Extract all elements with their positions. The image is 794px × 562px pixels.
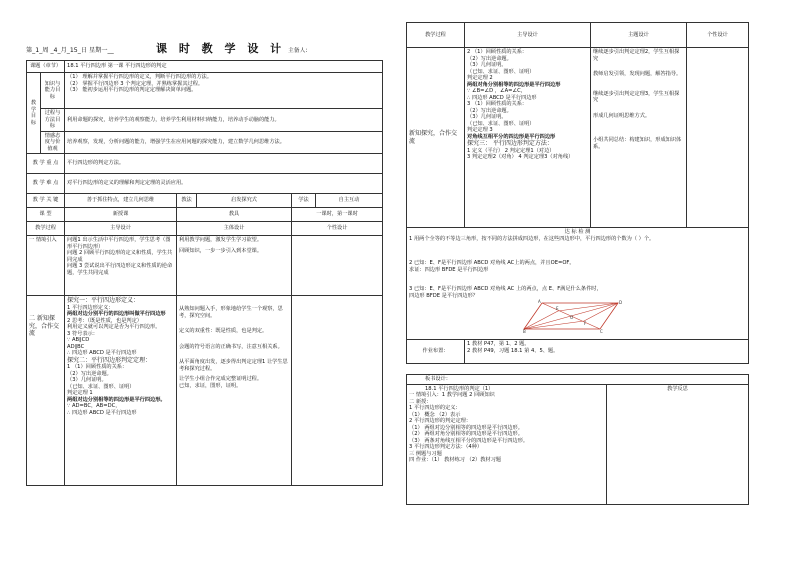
step2-item: ∵ AB∥CD xyxy=(67,337,90,343)
main-item: （2）写出逆命题。 xyxy=(467,107,512,114)
step2-item: 1 平行四边形定义： xyxy=(67,304,114,311)
step1-subject xyxy=(177,236,292,296)
step2-item: 3 符号表示： xyxy=(67,330,98,337)
obj-items-1 xyxy=(65,73,383,109)
main-item: 3 （1）回顾性质的关系： xyxy=(467,101,528,107)
step2-item: 两组对边分别平行的四边形叫做平行四边形 xyxy=(67,311,166,317)
step1-subject-item: 回顾知识，一步一步引入到本堂课。 xyxy=(179,247,263,254)
approach-value: 启发探究式 xyxy=(197,194,292,208)
col-personal: 个性设计 xyxy=(687,23,749,48)
step2-item: （3）几何证明。 xyxy=(67,377,107,383)
right-personal xyxy=(687,48,749,228)
check-q3: 3 已知：E、F是平行四边形 ABCD 对角线 AC 上的两点，点 E、F满足什么条件时， xyxy=(409,286,602,292)
date-meta: 第_1_周 _4_月_15_日 星期一__ xyxy=(26,47,114,54)
right-subject xyxy=(591,48,687,228)
step2-subject-item: 会题的符号语言的正确书写，注意互相关系。 xyxy=(179,343,283,350)
board-reflect: 教学反思 xyxy=(607,384,749,504)
check-title: 达 标 检 测 xyxy=(564,229,591,235)
step2-personal xyxy=(292,296,383,486)
step2-item: ∴ 四边形 ABCD 是平行四边形 xyxy=(67,409,137,416)
step2-item: 1 （1）回顾性质的关系： xyxy=(67,364,128,370)
parallelogram-figure xyxy=(524,299,624,333)
right-page xyxy=(406,22,748,505)
board-head: 18.1 平行四边形的判定（1） xyxy=(425,385,494,392)
hw-item: 2 教材 P49，习题 18.1 第 4、5、题。 xyxy=(467,347,559,354)
step2-item: 判定定理 1 xyxy=(67,390,93,396)
main-item: 两组对角分别相等的四边形是平行四边形 xyxy=(467,81,561,88)
label-a: A xyxy=(538,299,541,304)
subject-item: 形成几何证明思维方式。 xyxy=(593,112,651,119)
step2-subject-item: 从平面角度出发，逐步得出判定定理1 让学生思考和探究过程。 xyxy=(179,359,288,372)
main-item: （3）几何证明。 xyxy=(467,62,507,68)
col-process: 教学过程 xyxy=(27,222,65,236)
step2-main xyxy=(65,296,177,486)
board-title: 板书设计： xyxy=(407,375,749,385)
left-page xyxy=(26,40,382,486)
key-value: 平行四边形的判定方法。 xyxy=(65,154,383,174)
step2-item: （已知、求证、图形、证明） xyxy=(67,383,135,390)
step2-item: AD∥BC xyxy=(67,343,85,350)
step1-item: 问题 3 尝试说出平行四边形定义和性质的逆命题，学生共同完成 xyxy=(67,263,173,276)
col-subject: 主体设计 xyxy=(177,222,292,236)
step2-item: ∵ AD=BC，AB=DC， xyxy=(67,403,121,409)
study-value: 自主互动 xyxy=(316,194,383,208)
step2-item: 2 思考：（既是性质，也是判定） xyxy=(67,317,142,324)
obj-label-2: 过程与方法目 标 xyxy=(41,109,65,132)
main-item: 2 （1）回顾性质的关系： xyxy=(467,49,528,55)
step1-label: 一 情境引入 xyxy=(27,236,65,296)
obj-item: 培养观察，发现，分析问题的能力，增强学生在应用问题的探究能力，建立数学几何思维方法。 xyxy=(65,131,383,154)
board-item: 一 情境引入：1 教学问题 2 回顾知识 xyxy=(409,392,495,398)
study-label: 学法 xyxy=(292,194,316,208)
board-item: 3 平行四边形判定方法：（4种） xyxy=(409,444,483,450)
subject-item: 继续逐步引出判定定理3，学生互相探究 xyxy=(593,90,680,103)
label-c: C xyxy=(600,329,603,334)
subject-item: 教师启发引领，发现问题，解答指导。 xyxy=(593,71,682,77)
main-item: （已知、求证、图形、证明） xyxy=(467,120,535,127)
board-item: （2） 两组对角分别相等的四边形是平行四边形。 xyxy=(409,431,523,437)
board-item: （3） 两条对角线互相平分的四边形是平行四边形。 xyxy=(409,437,529,444)
difficulty-label: 教 学 难 点 xyxy=(27,174,65,194)
label-b: B xyxy=(523,329,526,334)
label-o: O xyxy=(570,315,574,320)
col-subject: 主题设计 xyxy=(591,23,687,48)
main-item: 判定定理 2 xyxy=(467,75,493,81)
col-main: 主导设计 xyxy=(465,23,591,48)
step2-item: ∴ 四边形 ABCD 是平行四边形 xyxy=(67,350,137,356)
col-personal: 个性设计 xyxy=(292,222,383,236)
step2-subject xyxy=(177,296,292,486)
hw-items xyxy=(465,340,749,364)
main-item: （已知、求证、图形、证明） xyxy=(467,68,535,75)
type-value: 新授课 xyxy=(65,208,177,222)
check-q3b: 四边形 BFDE 是平行四边形？ xyxy=(409,292,478,299)
step2-item: 利用定义就可以判定是否为平行四边形。 xyxy=(67,324,161,330)
step-label-text: 新知探究，合作交流 xyxy=(409,130,458,145)
step1-subject-item: 利用教学问题，激发学生学习欲望。 xyxy=(179,237,263,243)
obj-label-3: 情感态度与价值观 xyxy=(41,131,65,154)
process-table xyxy=(406,22,749,364)
hours-value: 一课时，第一课时 xyxy=(292,208,383,222)
page-header xyxy=(26,40,382,60)
check-q1: 1 用两个全等的不等边三角形，按不同的方法拼成四边形，在这些四边形中，平行四边形的个数为（ ）个。 xyxy=(409,235,655,242)
col-process: 教学过程 xyxy=(407,23,465,48)
board-table xyxy=(406,374,749,505)
hw-item: 1 教材 P47，第 1、2 题。 xyxy=(467,341,530,347)
check-section xyxy=(407,228,749,340)
subject-item: 小组共同总结：构建知识，形成知识体系。 xyxy=(593,137,682,150)
main-item: 判定定理 3 xyxy=(467,127,493,133)
step-label xyxy=(407,48,465,228)
obj-label-1: 知识与能力目 标 xyxy=(41,73,65,109)
page-title: 课 时 教 学 设 计 xyxy=(156,42,286,55)
step1-item: 问题1 出示生活中平行四边形，学生思考（图形平行四边形） xyxy=(67,237,171,250)
main-item: （2）写出逆命题。 xyxy=(467,55,512,62)
right-main xyxy=(465,48,591,228)
obj-item: （1） 理解并掌握平行四边形的定义，判断平行四边形的方法。 xyxy=(67,74,213,80)
method-label: 教 学 关 键 xyxy=(27,194,65,208)
subject-item: 继续逐步引出判定定理2，学生互相探究 xyxy=(593,49,680,62)
step2-subject-item: 从熟知问题入手，形象地给学生一个观察，思考，探究空间。 xyxy=(179,306,283,319)
main-item: ∴ 四边形 ABCD 是平行四边形 xyxy=(467,94,537,101)
label-e: E xyxy=(556,306,559,311)
board-item: 二 新授： xyxy=(409,398,432,405)
check-q2b: 求证：四边形 BFDE 是平行四边形 xyxy=(409,266,489,273)
step2-item: 探究一：平行四边形定义： xyxy=(67,297,140,304)
step1-main xyxy=(65,236,177,296)
type-label: 课 型 xyxy=(27,208,65,222)
preparer-label: 主备人: xyxy=(288,48,308,54)
label-d: D xyxy=(619,300,623,305)
lesson-table xyxy=(26,60,383,486)
approach-label: 教法 xyxy=(177,194,197,208)
tool-label: 教具 xyxy=(177,208,292,222)
board-item: （1） 两组对边分别相等的四边形是平行四边形。 xyxy=(409,424,523,431)
step2-subject-item: 已知，求证，图形，证明。 xyxy=(179,382,242,389)
board-content xyxy=(407,384,607,504)
board-item: 三 例题与习题 xyxy=(409,450,442,457)
method-value: 善于抓住特点，建立几何思维 xyxy=(65,194,177,208)
difficulty-value: 对平行四边形的定义的理解和判定定理的灵活应用。 xyxy=(65,174,383,194)
topic-label: 课题（章节） xyxy=(27,61,65,73)
obj-item: （2） 掌握平行四边形 3 个判定定理，并熟练掌握其过程。 xyxy=(67,80,204,87)
step2-item: 两组对边分别相等的四边形是平行四边形。 xyxy=(67,396,166,403)
label-f: F xyxy=(584,321,587,326)
main-item: 3 判定定理2（对角） 4 判定定理3（对角线） xyxy=(467,154,574,160)
objectives-label: 教学目标 xyxy=(27,73,41,154)
main-item: （3）几何证明。 xyxy=(467,114,507,120)
step1-personal xyxy=(292,236,383,296)
board-item: 1 平行四边形的定义： xyxy=(409,405,461,411)
main-item: 1 定义（平行） 2 判定定理1（对边） xyxy=(467,147,555,154)
obj-item: 利用命题的探究，培养学生的观察能力，培养学生利用材料归纳能力，培养动手动脑的能力。 xyxy=(65,109,383,132)
step2-label-text: 二 新知探究，合作交流 xyxy=(29,315,60,337)
step2-item: （2）写出逆命题。 xyxy=(67,370,112,377)
step2-subject-item: 定义的双重性：既是性质，也是判定。 xyxy=(179,328,268,334)
hw-label: 作业布置： xyxy=(407,340,465,364)
board-item: （1） 概念 （2）表示 xyxy=(409,411,461,418)
step2-subject-item: 让学生小组合作完成完整证明过程。 xyxy=(179,376,263,382)
main-item: ∵ ∠B=∠D ，∠A=∠C， xyxy=(467,88,526,94)
board-item: 2 平行四边形的判定定理： xyxy=(409,418,472,424)
board-item: 四 作业：（1） 教材练习 （2）教材习题 xyxy=(409,457,501,463)
topic-value: 18.1 平行四边形 第一课 平行四边形的判定 xyxy=(65,61,383,73)
main-item: 对角线互相平分的四边形是平行四边形 xyxy=(467,133,556,140)
key-label: 教 学 重 点 xyxy=(27,154,65,174)
step2-item: 探究二：平行四边形判定定理： xyxy=(67,356,152,364)
step1-item: 问题 2 回顾平行四边形的定义和性质，学生共同完成 xyxy=(67,250,173,263)
check-q2: 2 已知：E、F是平行四边形 ABCD 对角线 AC上的两点，并且OE=OF。 xyxy=(409,260,575,266)
obj-item: （3） 能初步运用平行四边形的判定定理解决简单问题。 xyxy=(67,87,197,93)
col-main: 主导设计 xyxy=(65,222,177,236)
main-item: 探究三： 平行四边形判定方法： xyxy=(467,140,553,147)
step2-label xyxy=(27,296,65,486)
